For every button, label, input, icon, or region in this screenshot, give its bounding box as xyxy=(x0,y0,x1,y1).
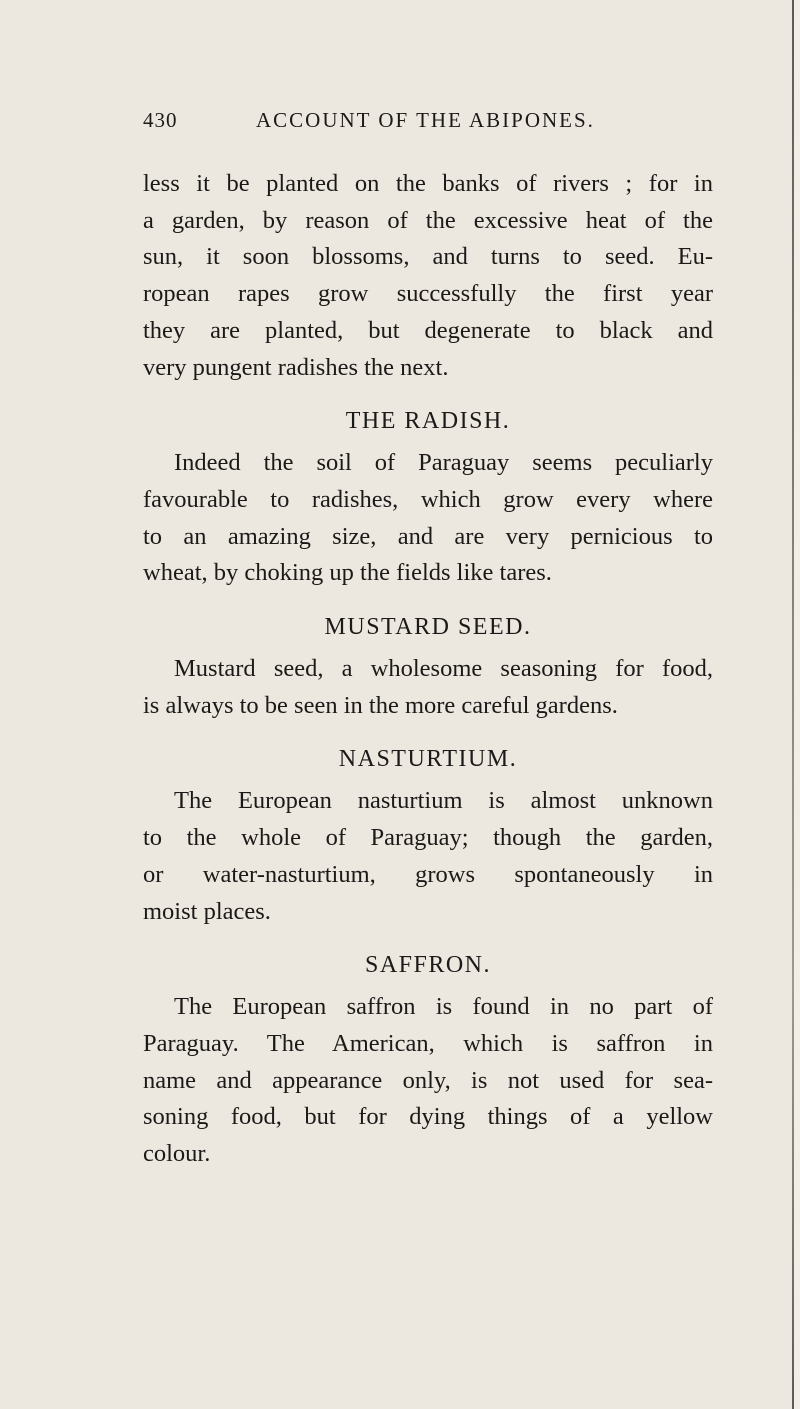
text-line: less it be planted on the banks of rivers ; for in xyxy=(143,170,713,197)
page-number: 430 xyxy=(143,108,178,132)
paragraph-nasturtium xyxy=(143,783,713,930)
section-heading-mustard-seed: MUSTARD SEED. xyxy=(324,614,532,641)
text-line: soning food, but for dying things of a yellow xyxy=(143,1103,713,1131)
text-line: or water-nasturtium, grows spontaneously in xyxy=(143,860,713,888)
text-block xyxy=(143,108,713,1173)
paragraph-continuation xyxy=(143,166,713,386)
text-line: very pungent radishes the next. xyxy=(143,353,449,381)
text-line: to the whole of Paraguay; though the garden, xyxy=(143,824,713,852)
section-heading-radish: THE RADISH. xyxy=(345,408,511,435)
text-line: colour. xyxy=(143,1140,211,1168)
text-line: favourable to radishes, which grow every where xyxy=(143,485,713,513)
text-line: The European saffron is found in no part of xyxy=(174,993,713,1021)
text-line: sun, it soon blossoms, and turns to seed. Eu- xyxy=(143,243,713,271)
page-margin-strip xyxy=(794,0,800,1409)
running-head xyxy=(143,108,713,148)
text-line: to an amazing size, and are very pernicious to xyxy=(143,522,713,550)
text-line: is always to be seen in the more careful gardens. xyxy=(143,691,618,719)
text-line: Indeed the soil of Paraguay seems peculiarly xyxy=(174,449,713,477)
text-line: ropean rapes grow successfully the first year xyxy=(143,280,713,308)
text-line: they are planted, but degenerate to black and xyxy=(143,316,713,344)
section-heading-saffron: SAFFRON. xyxy=(364,952,492,979)
text-line: moist places. xyxy=(143,897,271,925)
paragraph-saffron xyxy=(143,989,713,1173)
section-heading-nasturtium: NASTURTIUM. xyxy=(338,746,518,773)
paragraph-mustard-seed xyxy=(143,651,713,724)
text-line: Paraguay. The American, which is saffron in xyxy=(143,1029,713,1057)
paragraph-radish xyxy=(143,445,713,592)
text-line: Mustard seed, a wholesome seasoning for food, xyxy=(174,655,713,683)
text-line: wheat, by choking up the fields like tares. xyxy=(143,559,552,587)
running-title: ACCOUNT OF THE ABIPONES. xyxy=(256,108,595,132)
text-line: a garden, by reason of the excessive heat of the xyxy=(143,206,713,234)
text-line: The European nasturtium is almost unknown xyxy=(174,787,713,815)
text-line: name and appearance only, is not used for sea- xyxy=(143,1066,713,1094)
